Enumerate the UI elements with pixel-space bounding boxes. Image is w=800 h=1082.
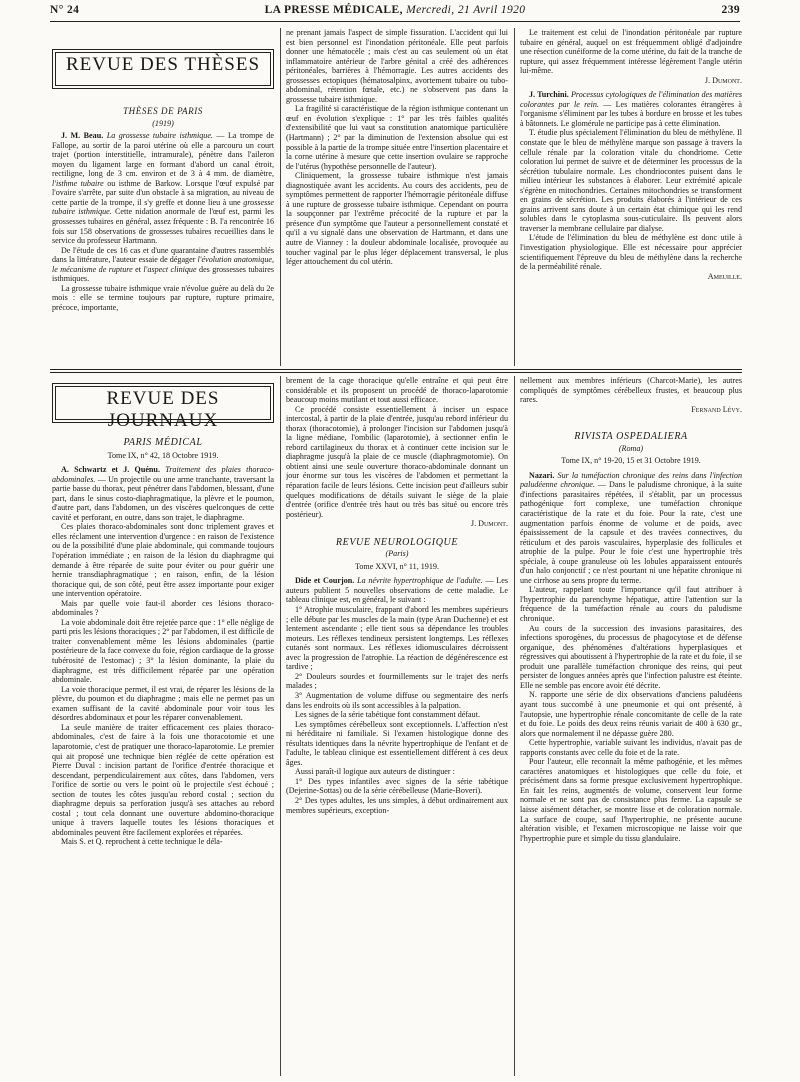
article-paragraph: La seule manière de traiter efficacement ces plaies thoraco-abdominales, c'est de faire à la fois une thoracotomie et une laparotomie, c'est de pratiquer une thoraco-laparotomie. Le premier qui ait proposé une technique bien réglée de cette opération est Pierre Duval : incision partant de l'orifice d'entrée thoracique et descendant, perpendiculairement aux côtes, dans l'abdomen, vers l'orifice de sortie ou vers le point où le projectile s'est échoué ; section de toutes les côtes jusqu'au rebord costal ; section du diaphragme depuis sa perforation jusqu'à ses attaches au rebord costal ; tout cela donnant une ouverture abdomino-thoracique unique à travers laquelle toutes les lésions thoraciques et abdominales peuvent être facilement explorées et réparées. (52, 722, 274, 837)
thesis-text: et (135, 264, 141, 274)
column-divider (280, 28, 281, 366)
thesis-author: J. Turchini. (529, 90, 569, 100)
article-author: Nazari. (529, 470, 555, 480)
thesis-text: De l'étude de ces 16 cas et d'une quarantaine d'autres rassemblés dans la littérature, l'auteur essaie de dégager (52, 245, 274, 265)
article-dide-courjon (286, 576, 508, 605)
article-paragraph: Pour l'auteur, elle reconnaît la même pathogénie, et les mêmes caractères anatomiques et histologiques que celle du foie, et précisément dans sa forme presque exclusivement hypertrophique. En fait les reins, augmentés de volume, conservent leur forme normale et ne sont pas de consistance plus ferme. La capsule se laisse aisément détacher, se montre lisse et de coloration normale. La surface de coupe, sauf l'hypertrophie, ne présente aucune altération visible, et l'examen microscopique ne laisse voir que l'hypertrophie pure et simple du tissu glandulaire. (520, 757, 742, 843)
section-rule (50, 369, 742, 370)
thesis-paragraph (52, 246, 274, 284)
thesis-paragraph: T. étudie plus spécialement l'élimination du bleu de méthylène. Il constate que le bleu de méthylène marque son passage à travers la cellule rénale par la coloration vitale du chondriome. Cette coloration lui permet de suivre et de déterminer les processus de la sécrétion tubulaire normale. Les chondriocontes puisent dans le milieu intérieur les substances à élaborer. Leur extrémité apicale s'égrène en mitochondries. Certaines mitochondries se transforment en grains de sécrétion. Les produits élaborés à l'intérieur de ces grains arrivent sans doute à un certain état chimique qui les rend solubles dans le cytoplasma sous-cuticulaire. Ils peuvent alors traverser la membrane cellulaire par dialyse. (520, 128, 742, 233)
signature: J. Dumont. (470, 519, 508, 529)
theses-year: (1919) (152, 118, 174, 128)
article-paragraph: L'auteur, rappelant toute l'importance qu'il faut attribuer à l'hypertrophie du parenchyme hépatique, attire l'attention sur la fréquence de la tuméfaction rénale au cours du paludisme chronique. (520, 585, 742, 624)
article-schwartz-quenu (52, 465, 274, 522)
issue-number: N° 24 (50, 4, 80, 16)
article-author: Dide et Courjon. (295, 576, 355, 586)
article-paragraph: 2° Douleurs sourdes et fourmillements sur le trajet des nerfs malades ; (286, 671, 508, 691)
article-nazari (520, 471, 742, 586)
theses-section-title: THÈSES DE PARIS (123, 106, 203, 116)
article-paragraph: Aussi paraît-il logique aux auteurs de distinguer : (295, 767, 455, 777)
theses-title-box (52, 49, 274, 89)
journal-title-line: LA PRESSE MÉDICALE, Mercredi, 21 Avril 1920 (264, 4, 526, 16)
article-paragraph: 1° Atrophie musculaire, frappant d'abord les membres supérieurs ; elle débute par les muscles de la main (type Aran Duchenne) et est lentement ascendante ; elle tient sous sa dépendance les troubles moteurs. Les réflexes tendineux persistent longtemps. Les réflexes cutanés sont normaux. Les réflexes idiomusculaires décroissent avec la progression de l'atrophie. La réaction de dégénérescence est tardive ; (286, 605, 508, 672)
article-text: — Dans le paludisme chronique, à la suite d'infections parasitaires répétées, il s'établit, par un processus pathogénique fort complexe, une tuméfaction chronique caractéristique de la rate et du foie. Pour la rate, c'est une augmentation parfois énorme de volume et de poids, avec épaississement de la capsule et des travées connectives, du réticulum et des parois vasculaires, hyperplasie des follicules et atrophie de la pulpe. Pour le foie c'est une hypertrophie très spéciale, à coupe granuleuse où les lobules apparaissent entourés d'un halo conjonctif ; ce n'est pourtant ni une hépatite chronique ni une cirrhose au sens propre du terme. (520, 480, 742, 585)
article-title: La névrite hypertrophique de l'adulte. (357, 576, 483, 586)
thesis-paragraph: Cliniquement, la grossesse tubaire isthmique n'est jamais diagnostiquée avant les accidents. Au cours des accidents, peu de symptômes permettent de rapporter l'hémorragie péritonéale diffuse à une rupture de grossesse tubaire isthmique. Cependant on pourra la soupçonner par l'extrême précocité de la rupture et par la présence d'un symptôme que l'auteur a personnellement constaté et qu'il a vu signalé dans une observation de Hartmann, et dans une autre de Vianney : la douleur abdominale localisée, provoquée au toucher vaginal par le plus léger déplacement transversal, le plus léger attouchement du col utérin. (286, 171, 508, 267)
article-text: — Les auteurs publient 5 nouvelles observations de cette maladie. Le tableau clinique est, en général, le suivant : (286, 576, 508, 605)
article-title: Traitement des plaies thoraco-abdominales. (52, 465, 274, 484)
journaux-title: REVUE DES JOURNAUX (106, 388, 220, 431)
thesis-text: Cette nidation anormale de l'œuf est, parmi les grossesses tubaires en général, assez fréquente : B. l'a rencontrée 16 fois sur 158 observations de grossesses tubaires recueillies dans le service du professeur Hartmann. (52, 207, 274, 246)
journal-issue: Tome XXVI, n° 11, 1919. (355, 561, 439, 571)
thesis-text: — La trompe de Fallope, au sortir de la paroi utérine où elle a parcouru un court trajet (portion interstitielle, intramurale), pénètre dans l'aileron moyen du ligament large en formant d'abord un canal étroit, rectiligne, long de 3 cm. environ et de 3 à 4 mm. de diamètre, (52, 131, 274, 179)
signature: J. Dumont. (704, 75, 742, 85)
article-author: A. Schwartz et J. Quénu. (61, 465, 160, 475)
journal-issue: Tome IX, n° 19-20, 15 et 31 Octobre 1919. (561, 456, 701, 466)
journal-section-title: PARIS MÉDICAL (123, 437, 203, 448)
journal-section-title: REVUE NEUROLOGIQUE (335, 536, 459, 548)
journal-city: (Paris) (385, 549, 409, 559)
article-paragraph: Ce procédé consiste essentiellement à inciser un espace intercostal, à partir de la plaie d'entrée, jusqu'au rebord inférieur du thorax (thoracotomie), à prolonger l'incision sur l'abdomen jusqu'à la ligne médiane, l'ombilic (laparotomie), à sectionner enfin le rebord cartilagineux du thorax et à continuer cette incision sur le diaphragme jusqu'à la plaie de ce muscle (diaphragmotomie). On obtient ainsi une seule ouverture thoraco-abdominale donnant un jour énorme sur tous les viscères de l'abdomen et permettant la réparation facile de leurs lésions. Cette incision peut d'ailleurs subir quelques modifications de détails suivant le siège de la plaie d'entrée (orifice d'entrée très haut ou très bas situé ou encore très postérieur). (286, 404, 508, 519)
article-paragraph: 1° Des types infantiles avec signes de la série tabétique (Dejerine-Sottas) ou de la série cérébelleuse (Marie-Boveri). (286, 776, 508, 796)
article-paragraph: Au cours de la succession des invasions parasitaires, des infections sporogènes, du processus de phagocytose et de défense organique, des phénomènes d'altérations hyperplasiques et régressives qui aboutissent à l'hypertrophie de la rate et du foie, il se produit une parallèle tuméfaction chronique des reins, qui peut persister de longues années après que l'infection palustre est éteinte. Elle ne semble pas encore avoir été décrite. (520, 623, 742, 690)
thesis-emphasis: l'aspect clinique (143, 264, 197, 274)
journaux-column-1 (52, 434, 274, 1076)
thesis-text: des grossesses tubaires isthmiques. (52, 264, 274, 284)
article-paragraph: La voie abdominale doit être rejetée parce que : 1° elle néglige de parti pris les lésions thoraciques ; 2° par l'abdomen, il est difficile de traiter convenablement même les lésions abdominales (partie postérieure de la face convexe du foie, région cardiaque de la grosse tubérosité de l'estomac) ; 3° la lésion dominante, la plaie du diaphragme, est très difficilement réparée par une opération abdominale. (52, 617, 274, 685)
article-paragraph: Les symptômes cérébelleux sont exceptionnels. L'affection n'est ni héréditaire ni familiale. Si l'examen histologique donne des résultats identiques dans la névrite hypertrophique de l'enfant et de l'adulte, le tableau clinique est essentiellement différent à ces deux âges. (286, 719, 508, 767)
journaux-title-frame (55, 386, 271, 420)
thesis-paragraph: La fragilité si caractéristique de la région isthmique contenant un œuf en évolution s'explique : 1° par les très faibles qualités d'extensibilité que lui vaut sa constitution anatomique particulière (Hartmann) ; 2° par la diminution de l'extension absolue qui est possible à la partie de la trompe située entre l'insertion placentaire et la corne utérine à mesure que cette insertion ovulaire se rapproche de l'utérus (hypothèse personnelle de l'auteur). (286, 104, 508, 171)
thesis-title: La grossesse tubaire isthmique. (106, 131, 213, 141)
theses-column-2 (286, 28, 508, 362)
theses-title: REVUE DES THÈSES (65, 54, 261, 75)
section-rule (50, 372, 742, 373)
journal-city: (Roma) (618, 443, 644, 453)
thesis-emphasis: l'isthme tubaire (52, 178, 104, 188)
theses-column-1 (52, 103, 274, 362)
thesis-title: Processus cytologiques de l'élimination des matières colorantes par le rein. (520, 90, 742, 109)
article-paragraph: Mais S. et Q. reprochent à cette technique le déla- (61, 837, 223, 847)
theses-title-frame (55, 52, 271, 86)
thesis-beau (52, 131, 274, 246)
article-title: Sur la tuméfaction chronique des reins dans l'infection paludéenne chronique. (520, 470, 742, 490)
journaux-title-box (52, 383, 274, 431)
journal-issue: Tome IX, n° 42, 18 Octobre 1919. (107, 450, 219, 460)
signature: Ameuille. (707, 271, 742, 281)
journal-section-title: RIVISTA OSPEDALIERA (574, 431, 688, 443)
thesis-paragraph: Le traitement est celui de l'inondation péritonéale par rupture tubaire en général, auquel on est fréquemment obligé d'adjoindre une résection cunéiforme de la corne utérine, du fait de la tranche de rupture, qui assez fréquemment intéresse légèrement l'angle utérin lui-même. (520, 28, 742, 76)
issue-date: Mercredi, 21 Avril 1920 (406, 4, 526, 16)
journaux-column-2 (286, 376, 508, 1076)
column-divider (280, 376, 281, 1076)
article-text: — Un projectile ou une arme tranchante, traversant la partie basse du thorax, peut pénétrer dans l'abdomen, blessant, d'une part, dans le sinus costo-diaphragmatique, la plèvre et le poumon, d'autre part, dans l'abdomen, un des viscères quelconques de cette cavité et perforant, en outre, dans son trajet, le diaphragme. (52, 474, 274, 522)
thesis-text: ou isthme de Barkow. Lorsque l'œuf expulsé par l'ovaire s'arrête, par suite d'un obstacle à sa migration, au niveau de cette partie de la trompe, il s'y greffe et donne lieu à une (52, 178, 274, 207)
article-paragraph: Mais par quelle voie faut-il aborder ces lésions thoraco-abdominales ? (52, 598, 274, 618)
thesis-author: J. M. Beau. (61, 131, 104, 141)
thesis-emphasis: l'évolution anatomique, le mécanisme de rupture (52, 255, 274, 274)
article-paragraph: La voie thoracique permet, il est vrai, de réparer les lésions de la plèvre, du poumon et du diaphragme ; mais elle ne permet pas un examen suffisant de la cavité abdominale pour voir tous les désordres abdominaux et pour les réparer convenablement. (52, 684, 274, 723)
article-paragraph: Les signes de la série tabétique font constamment défaut. (295, 710, 480, 720)
header-rule (50, 21, 740, 22)
article-paragraph: 3° Augmentation de volume diffuse ou segmentaire des nerfs dans les endroits où ils sont accessibles à la palpation. (286, 690, 508, 710)
thesis-paragraph: ne prenant jamais l'aspect de simple fissuration. L'accident qui lui est bien personnel est l'inondation péritonéale. Elle peut parfois donner une hématocèle ; mais c'est au cas seulement où un état inflammatoire antérieur de l'arbre génital a créé des adhérences péritonéales, barrières à l'hémorragie. Les autres accidents des grossesses ectopiques (hématosalpinx, avortement tubaire ou tubo-abdominal, rétention fœtale, etc.) ne s'observent pas dans la grossesse tubaire isthmique. (286, 28, 508, 104)
column-divider (514, 376, 515, 1076)
article-paragraph: Ces plaies thoraco-abdominales sont donc triplement graves et elles réclament une intervention d'urgence : en raison de l'existence ou de la possibilité d'une plaie abdominale, qui commande toujours l'opération immédiate ; en raison de la lésion du diaphragme qui demande à être réparée de suite pour éviter ou pour guérir une hernie transdiaphragmatique ; en raison, enfin, de la lésion thoracique qui, de son côté, peut être assez importante pour exiger une intervention opératoire. (52, 522, 274, 599)
thesis-emphasis: grossesse tubaire isthmique. (52, 197, 274, 217)
thesis-paragraph: L'étude de l'élimination du bleu de méthylène est donc utile à l'investigation physiologique. Elle est nécessaire pour apprécier scientifiquement l'épreuve du bleu de méthylène dans la recherche de la perméabilité rénale. (520, 233, 742, 272)
article-paragraph: N. rapporte une série de dix observations d'anciens paludéens ayant tous succombé à une pneumonie et qui ont présenté, à l'autopsie, une hypertrophie rénale concomitante de celle de la rate et du foie. Le poids des deux reins réunis variait de 400 à 630 gr., alors que normalement il ne dépasse guère 280. (520, 690, 742, 738)
article-paragraph: 2° Des types adultes, les uns simples, à début ordinairement aux membres supérieurs, exception- (286, 795, 508, 815)
article-paragraph: brement de la cage thoracique qu'elle entraîne et qui peut être considérable et ils proposent un procédé de thoraco-laparotomie beaucoup moins mutilant et tout aussi efficace. (286, 376, 508, 405)
signature: Fernand Lévy. (691, 404, 742, 414)
journal-name: LA PRESSE MÉDICALE (264, 4, 400, 16)
column-divider (514, 28, 515, 366)
folio-number: 239 (721, 4, 740, 16)
thesis-paragraph: La grossesse tubaire isthmique vraie n'évolue guère au delà du 2e mois : elle se termine toujours par rupture, rupture primaire, précoce, importante, (52, 283, 274, 312)
article-paragraph: Cette hypertrophie, variable suivant les individus, n'avait pas de rapports constants avec celle du foie et de la rate. (520, 738, 742, 757)
journaux-column-3 (520, 376, 742, 1076)
theses-column-3 (520, 28, 742, 362)
article-paragraph: nellement aux membres inférieurs (Charcot-Marie), les autres compliqués de symptômes cérébelleux frustes, et beaucoup plus rares. (520, 376, 742, 405)
running-header (50, 4, 740, 18)
thesis-turchini (520, 90, 742, 128)
thesis-text: — Les matières colorantes étrangères à l'organisme s'éliminent par les tubes à bordure en brosse et les tubes à bâtonnets. Le glomérule ne participe pas à cette élimination. (520, 99, 742, 128)
